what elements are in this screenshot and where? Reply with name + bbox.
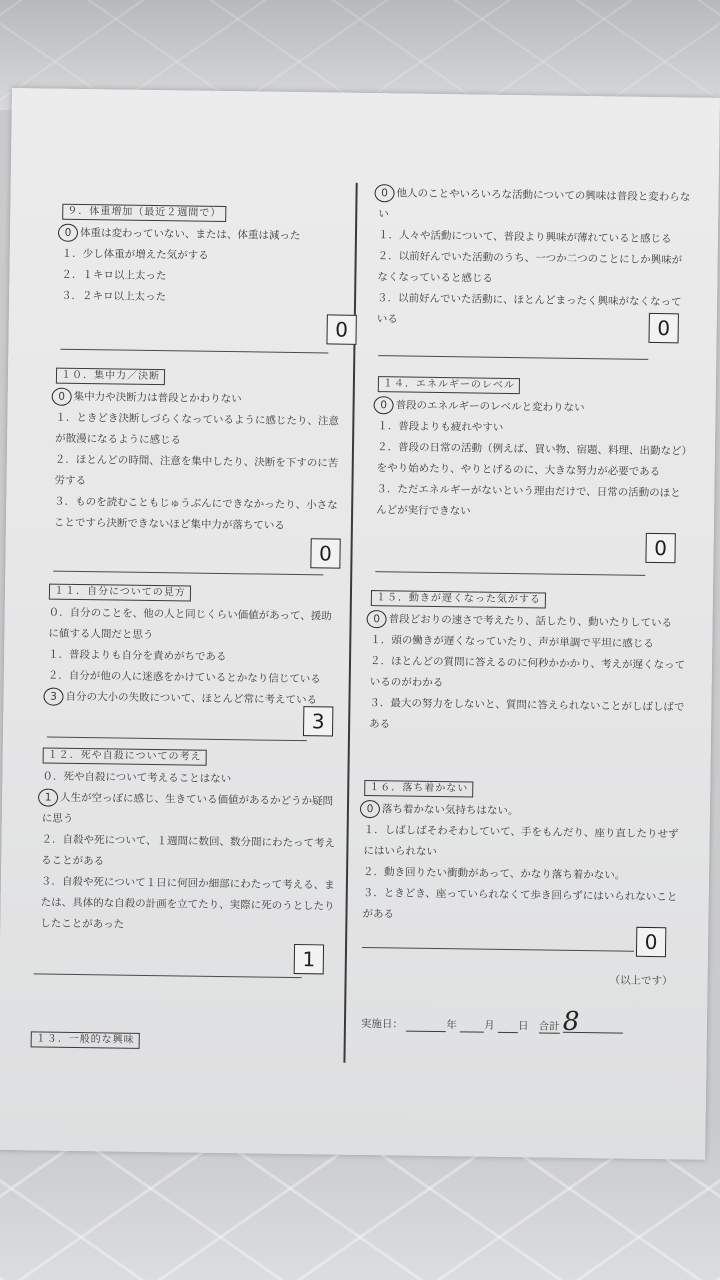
option-0[interactable]: 0 落ち着かない気持ちはない。 <box>364 799 680 824</box>
option-3[interactable]: ３．ものを読むこともじゅうぶんにできなかったり、小さなことですら決断できないほど集中力が落ちている <box>53 495 338 532</box>
option-3[interactable]: ３．以前好んでいた活動に、ほとんどまったく興味がなくなっている <box>376 292 682 326</box>
option-0[interactable]: 0 普段のエネルギーのレベルと変わりない <box>377 395 687 420</box>
section-13 <box>377 183 691 334</box>
section-15 <box>369 587 687 739</box>
score-box-14[interactable]: 0 <box>645 533 675 563</box>
separator <box>53 571 323 576</box>
section-header: １２．死や自殺についての考え <box>43 747 207 765</box>
score-box-11[interactable]: 3 <box>303 706 333 736</box>
option-1[interactable]: １．少し体重が増えた気がする <box>61 247 209 262</box>
total-label: 合計 <box>538 1020 560 1033</box>
option-2[interactable]: ２．動き回りたい衝動があって、かなり落ち着かない。 <box>363 865 626 882</box>
option-0[interactable]: 0 集中力や決断力は普段とかわりない <box>56 387 342 412</box>
date-blank[interactable] <box>406 1019 446 1033</box>
selected-mark: 0 <box>58 224 78 242</box>
selected-mark: 0 <box>360 800 380 818</box>
option-3[interactable]: ３．最大の努力をしないと、質問に答えられないことがしばしばである <box>369 697 685 731</box>
selected-mark: 0 <box>366 610 386 628</box>
selected-mark: 3 <box>43 688 63 706</box>
separator <box>47 737 307 742</box>
section-header: １４．エネルギーのレベル <box>378 376 520 394</box>
section-header: １５．動きが遅くなった気がする <box>371 590 546 608</box>
end-note: （以上です） <box>609 974 673 988</box>
separator <box>378 355 648 360</box>
option-3[interactable]: ３．ときどき、座っていられなくて歩き回らずにはいられないことがある <box>362 886 678 921</box>
section-12 <box>40 744 341 938</box>
questionnaire-sheet <box>0 88 720 1160</box>
option-1[interactable]: １．しばしばそわそわしていて、手をもんだり、座り直したりせずにはいられない <box>363 823 679 859</box>
option-1[interactable]: １．普段よりも疲れやすい <box>377 420 504 434</box>
section-header: １６．落ち着かない <box>364 780 473 798</box>
total-value[interactable]: 8 <box>563 1012 623 1034</box>
option-1[interactable]: １．ときどき決断しづらくなっているように感じたり、注意が散漫になるように感じる <box>55 411 339 447</box>
option-0[interactable]: 0 他人のことやいろいろな活動についての興味は普段と変わらない <box>378 183 691 229</box>
option-3[interactable]: ３．２キロ以上太った <box>61 289 167 304</box>
section-header: １１．自分についての見方 <box>49 584 191 602</box>
score-box-12[interactable]: 1 <box>294 944 324 974</box>
separator <box>60 349 328 354</box>
section-header: １０．集中力／決断 <box>56 368 165 386</box>
month-label: 月 <box>484 1019 495 1032</box>
date-label: 実施日： <box>360 1017 404 1031</box>
option-2[interactable]: ２．自分が他の人に迷惑をかけているとかなり信じている <box>47 669 321 686</box>
option-2[interactable]: ２．自殺や死について、１週間に数回、数分間にわたって考えることがある <box>41 833 336 868</box>
option-2[interactable]: ２．１キロ以上太った <box>61 268 167 283</box>
option-2[interactable]: ２．普段の日常の活動（例えば、買い物、宿題、料理、出勤など）をやり始めたり、やりとげるのに、大きな努力が必要である <box>376 441 687 479</box>
section-16 <box>362 777 680 929</box>
section-11 <box>47 581 341 712</box>
selected-mark: 0 <box>52 388 72 406</box>
option-1[interactable]: 1 人生が空っぽに感じ、生きている価値があるかどうか疑問に思う <box>42 787 341 833</box>
day-label: 日 <box>517 1020 529 1033</box>
separator <box>362 947 634 952</box>
section-10 <box>54 365 342 538</box>
day-blank[interactable] <box>498 1020 518 1033</box>
footer-date-total <box>360 1006 681 1038</box>
option-0[interactable]: 0 普段どおりの速さで考えたり、話したり、動いたりしている <box>370 609 686 634</box>
option-2[interactable]: ２．以前好んでいた活動のうち、一つか二つのことにしか興味がなくなっていると感じる <box>377 250 683 285</box>
section-header: ９．体重増加（最近２週間で） <box>62 204 226 222</box>
score-box-10[interactable]: 0 <box>310 538 340 568</box>
option-0[interactable]: ０．自分のことを、他の人と同じくらい価値があって、援助に値する人間だと思う <box>48 606 332 642</box>
separator <box>34 973 302 978</box>
selected-mark: 1 <box>38 788 58 806</box>
section-header: １３．一般的な興味 <box>31 1031 140 1049</box>
option-3[interactable]: ３．ただエネルギーがないという理由だけで、日常の活動のほとんどが実行できない <box>376 483 681 518</box>
selected-mark: 0 <box>374 184 394 202</box>
month-blank[interactable] <box>460 1019 484 1032</box>
score-box-9[interactable]: 0 <box>326 314 356 344</box>
option-2[interactable]: ２．ほとんどの質問に答えるのに何秒かかかり、考えが遅くなっているのがわかる <box>369 655 686 690</box>
score-box-13[interactable]: 0 <box>649 313 679 343</box>
option-1[interactable]: １．普段よりも自分を責めがちである <box>48 648 227 664</box>
score-box-16[interactable]: 0 <box>636 927 666 957</box>
section-13-header-block <box>31 1028 231 1053</box>
section-9 <box>61 201 342 311</box>
selected-mark: 0 <box>373 396 393 414</box>
option-3[interactable]: 3 自分の大小の失敗について、ほとんど常に考えている <box>47 687 339 712</box>
section-14 <box>376 373 688 525</box>
option-3[interactable]: ３．自殺や死について１日に何回か細部にわたって考える、または、具体的な自殺の計画を立てたり、実際に死のうとしたりしたことがあった <box>40 875 335 931</box>
option-1[interactable]: １．頭の働きが遅くなっていたり、声が単調で平坦に感じる <box>370 634 654 651</box>
year-label: 年 <box>446 1019 457 1032</box>
option-1[interactable]: １．人々や活動について、普段より興味が薄れていると感じる <box>377 229 672 246</box>
option-0[interactable]: 0 体重は変わっていない、または、体重は減った <box>62 223 342 248</box>
option-0[interactable]: ０．死や自殺について考えることはない <box>42 770 232 786</box>
option-2[interactable]: ２．ほとんどの時間、注意を集中したり、決断を下すのに苦労する <box>54 453 339 488</box>
separator <box>375 571 645 576</box>
